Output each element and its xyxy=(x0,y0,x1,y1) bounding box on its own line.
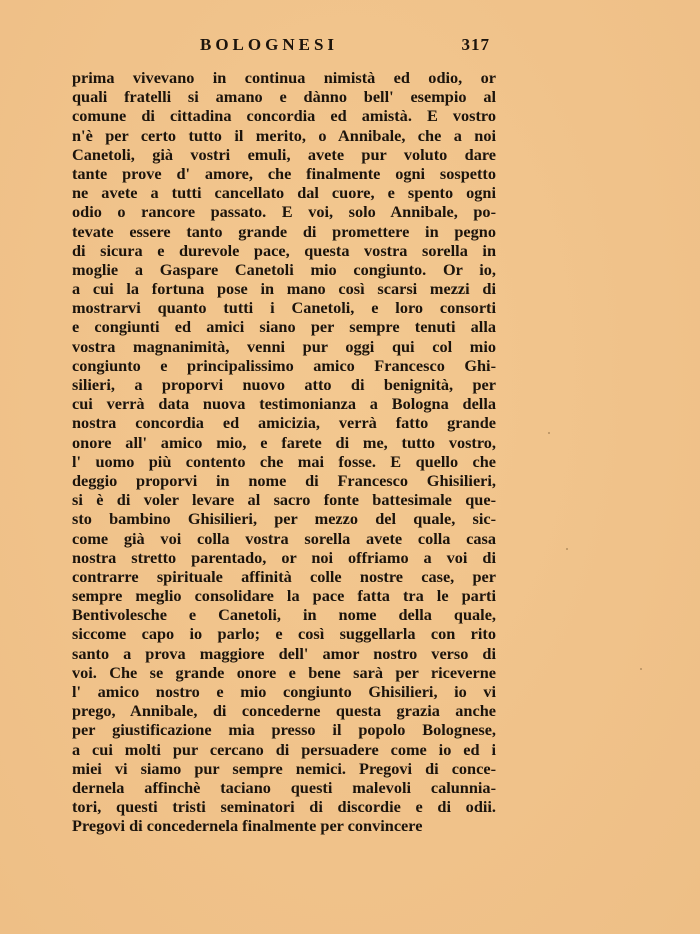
text-line: a cui molti pur cercano di persuadere come io ed i xyxy=(72,739,496,759)
text-line: odio o rancore passato. E voi, solo Annibale, po- xyxy=(72,202,496,222)
text-line: Pregovi di concedernela finalmente per convincere xyxy=(72,816,423,836)
text-line: onore all' amico mio, e farete di me, tutto vostro, xyxy=(72,432,496,452)
text-line: a cui la fortuna pose in mano così scarsi mezzi di xyxy=(72,279,496,299)
text-line: voi. Che se grande onore e bene sarà per riceverne xyxy=(72,662,496,682)
text-line: nostra concordia ed amicizia, verrà fatto grande xyxy=(72,413,496,433)
paper-speck xyxy=(640,668,642,670)
text-line: contrarre spirituale affinità colle nostre case, per xyxy=(72,566,496,586)
text-line: tevate essere tanto grande di promettere in pegno xyxy=(72,221,496,241)
text-line: sto bambino Ghisilieri, per mezzo del quale, sic- xyxy=(72,509,496,529)
text-line: e congiunti ed amici siano per sempre tenuti alla xyxy=(72,317,496,337)
text-line: quali fratelli si amano e dànno bell' esempio al xyxy=(72,87,496,107)
page-number: 317 xyxy=(461,35,490,54)
body-text xyxy=(72,68,496,836)
text-line: si è di voler levare al sacro fonte battesimale que- xyxy=(72,490,496,510)
text-line: di sicura e durevole pace, questa vostra sorella in xyxy=(72,240,496,260)
text-line: nostra stretto parentado, or noi offriamo a voi di xyxy=(72,547,496,567)
text-line: n'è per certo tutto il merito, o Annibale, che a noi xyxy=(72,125,496,145)
text-line: mostrarvi quanto tutti i Canetoli, e loro consorti xyxy=(72,298,496,318)
text-line: silieri, a proporvi nuovo atto di benignità, per xyxy=(72,375,496,394)
text-line: Bentivolesche e Canetoli, in nome della quale, xyxy=(72,605,496,625)
text-line: l' uomo più contento che mai fosse. E quello che xyxy=(72,451,496,471)
text-line: tante prove d' amore, che finalmente ogni sospetto xyxy=(72,163,496,183)
text-line: l' amico nostro e mio congiunto Ghisilieri, io vi xyxy=(72,682,496,701)
text-line: per giustificazione mia presso il popolo Bolognese, xyxy=(72,720,496,740)
text-line: tori, questi tristi seminatori di discordie e di odii. xyxy=(72,797,496,817)
text-line: miei vi siamo pur sempre nemici. Pregovi di conce- xyxy=(72,758,496,778)
text-line: vostra magnanimità, venni pur oggi qui col mio xyxy=(72,336,496,356)
paper-speck xyxy=(548,432,550,434)
text-line: Canetoli, già vostri emuli, avete pur voluto dare xyxy=(72,144,496,164)
paper-speck xyxy=(566,548,568,550)
text-line: prego, Annibale, di concederne questa grazia anche xyxy=(72,701,496,721)
text-line: come già voi colla vostra sorella avete colla casa xyxy=(72,528,496,548)
text-line: prima vivevano in continua nimistà ed odio, or xyxy=(72,68,496,87)
text-line: moglie a Gaspare Canetoli mio congiunto. Or io, xyxy=(72,259,496,279)
text-line: sempre meglio consolidare la pace fatta tra le parti xyxy=(72,586,496,606)
text-line: deggio proporvi in nome di Francesco Ghisilieri, xyxy=(72,470,496,490)
running-head: BOLOGNESI xyxy=(200,35,339,54)
page-header xyxy=(72,35,496,57)
text-line: siccome capo io parlo; e così suggellarla con rito xyxy=(72,624,496,644)
text-line: dernela affinchè taciano questi malevoli calunnia- xyxy=(72,777,496,797)
text-line: cui verrà data nuova testimonianza a Bologna della xyxy=(72,394,496,414)
text-line: santo a prova maggiore dell' amor nostro verso di xyxy=(72,643,496,663)
text-line: comune di cittadina concordia ed amistà. E vostro xyxy=(72,106,496,126)
text-line: congiunto e principalissimo amico Francesco Ghi- xyxy=(72,355,496,375)
text-line: ne avete a tutti cancellato dal cuore, e spento ogni xyxy=(72,183,496,203)
